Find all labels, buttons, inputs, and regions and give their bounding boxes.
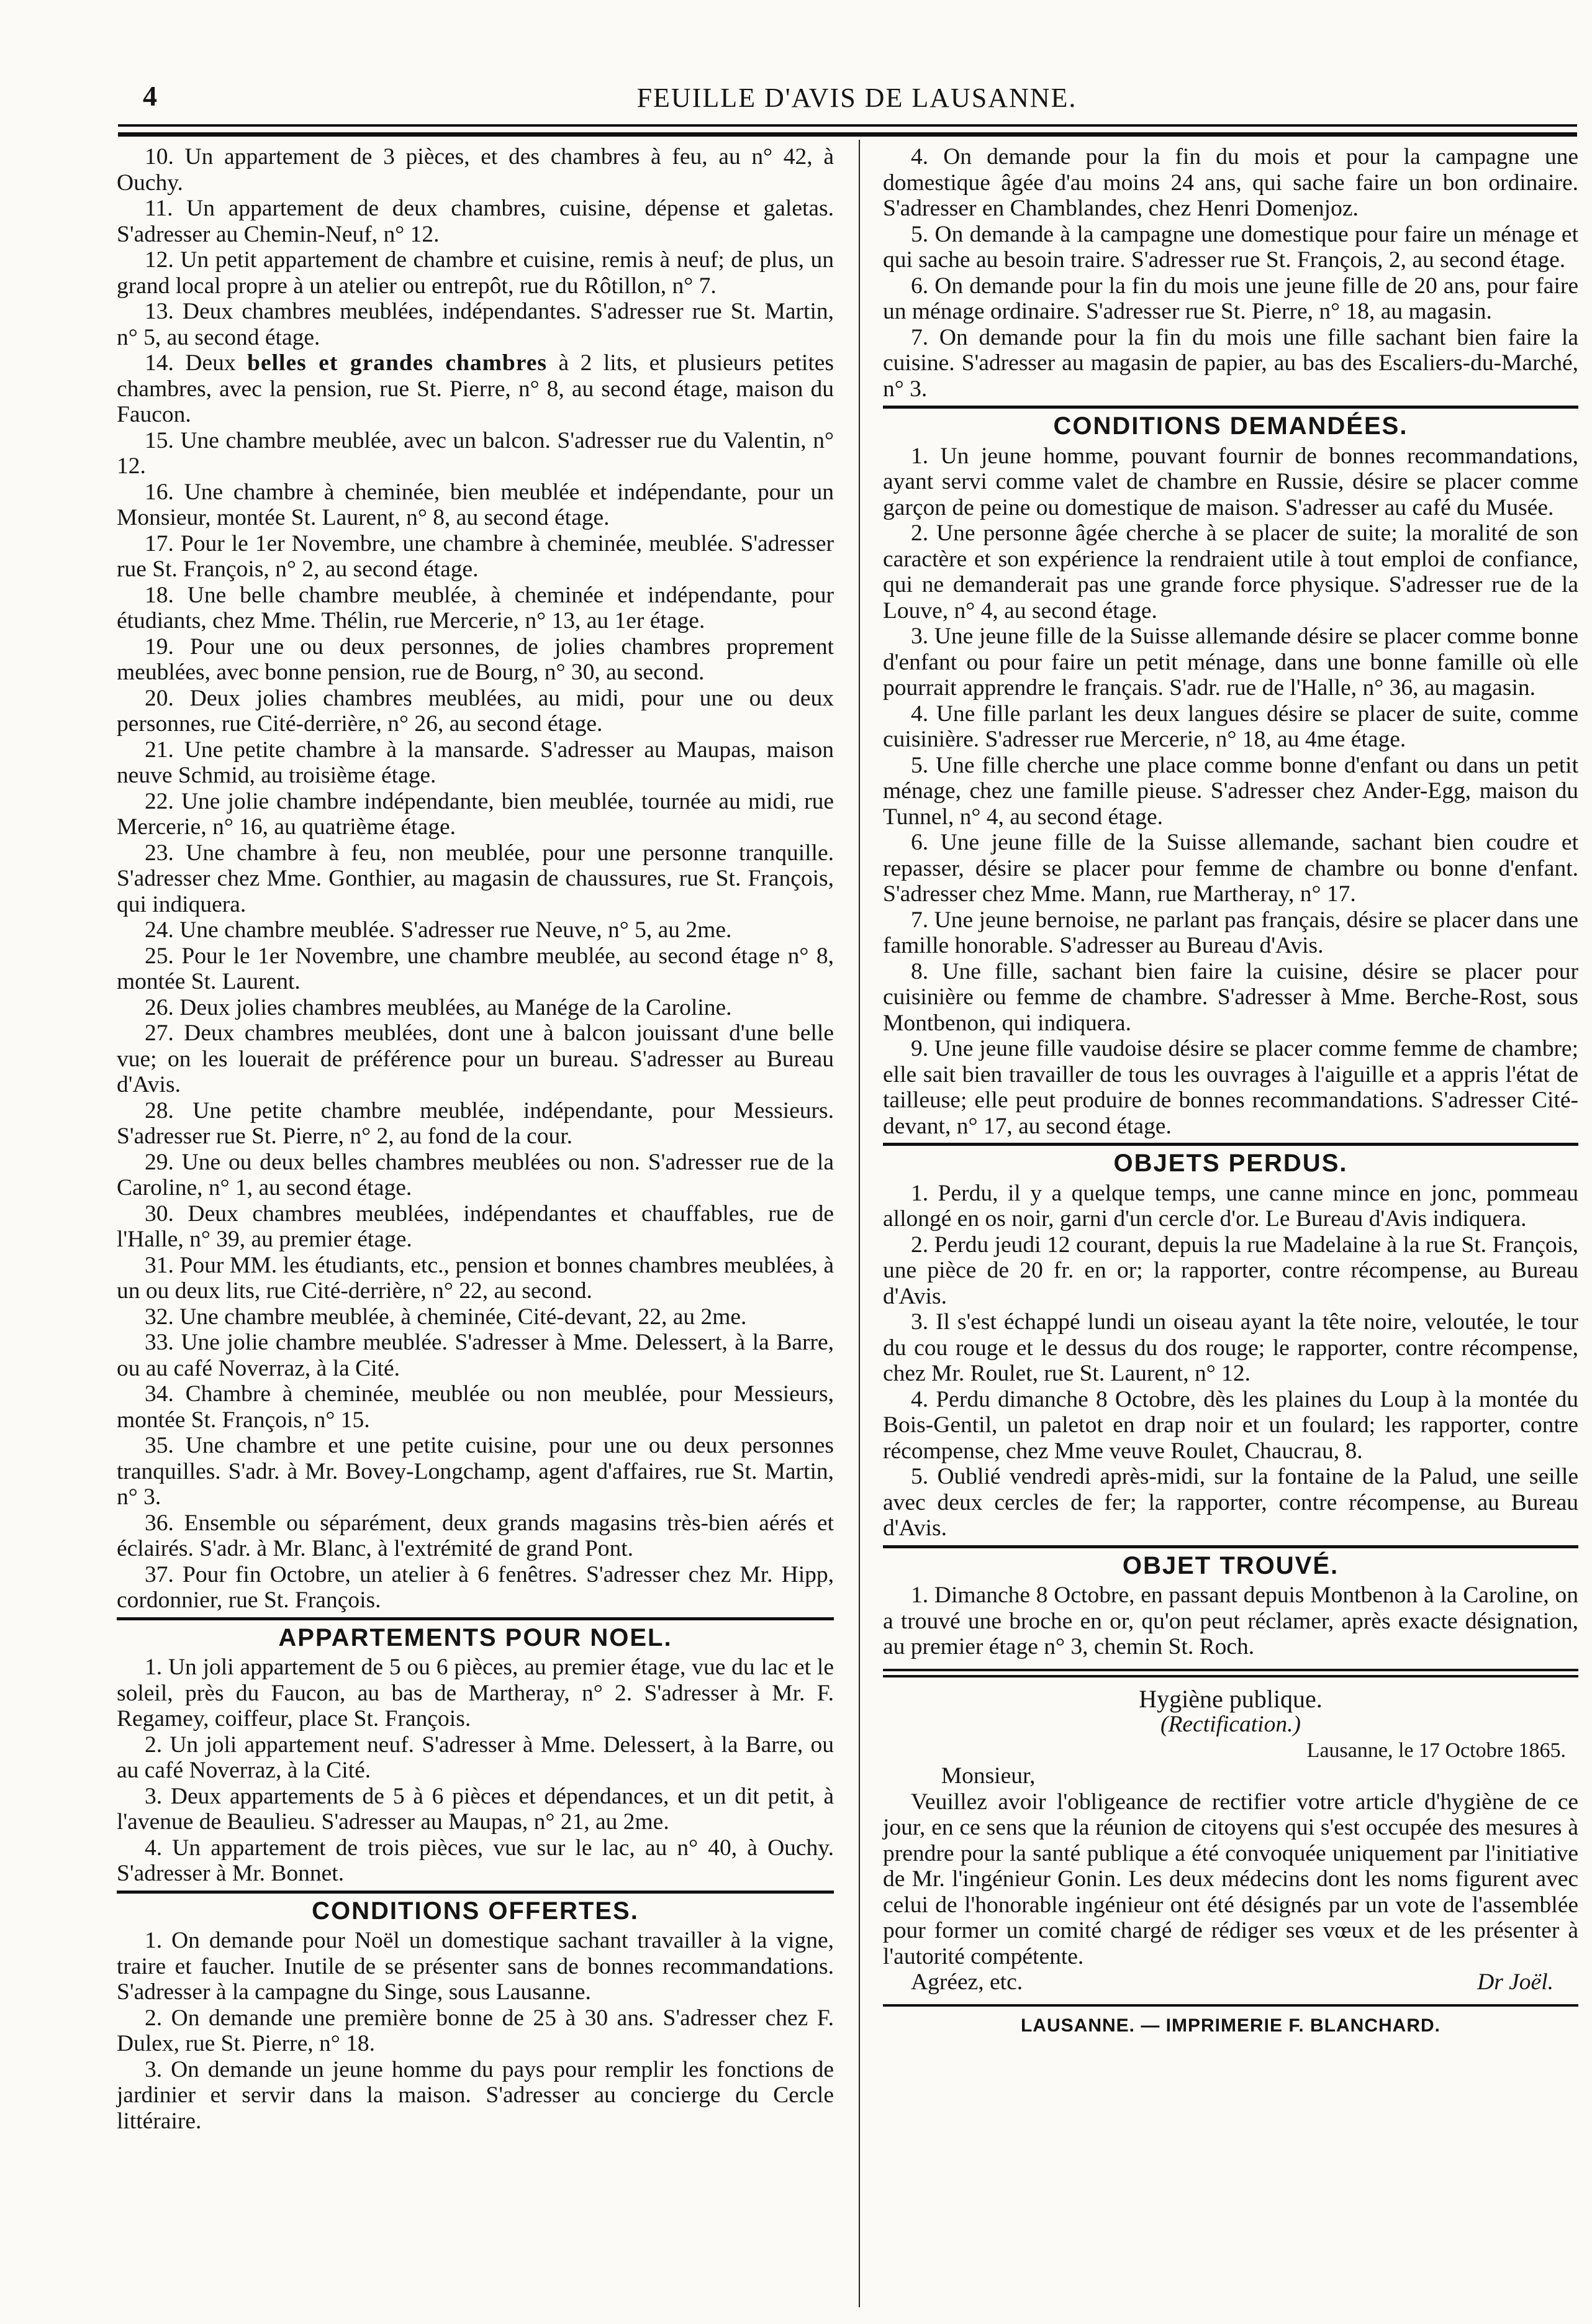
ad-text: 14. Deux xyxy=(145,350,248,376)
left-column xyxy=(117,144,834,2134)
noel-item: 4. Un appartement de trois pièces, vue sur le lac, au n° 40, à Ouchy. S'adresser à Mr. Bonnet. xyxy=(117,1835,834,1886)
ad-item: 22. Une jolie chambre indépendante, bien meublée, tournée au midi, rue Mercerie, n° 16, au quatrième étage. xyxy=(117,788,834,840)
ad-item: 35. Une chambre et une petite cuisine, pour une ou deux personnes tranquilles. S'adr. à Mr. Bovey-Longchamp, agent d'affaires, rue St. Martin, n° 3. xyxy=(117,1433,834,1510)
header-rule xyxy=(118,124,1577,137)
ad-item: 10. Un appartement de 3 pièces, et des chambres à feu, au n° 42, à Ouchy. xyxy=(117,144,834,196)
column-divider xyxy=(859,140,860,2307)
offertes-item: 1. On demande pour Noël un domestique sachant travailler à la vigne, traire et faucher. Inutile de se présenter sans de bonnes recommandations. S'adresser à la campagne du Singe, sous Lausanne. xyxy=(117,1928,834,2005)
ad-item: 31. Pour MM. les étudiants, etc., pension et bonnes chambres meublées, à un ou deux lits, rue Cité-derrière, n° 22, au second. xyxy=(117,1252,834,1304)
ad-text: à 2 lits, et plusieurs petites chambres, avec la pension, rue St. Pierre, n° 8, au second étage, maison du Faucon. xyxy=(117,350,834,427)
noel-item: 3. Deux appartements de 5 à 6 pièces et dépendances, et un dit petit, à l'avenue de Beaulieu. S'adresser au Maupas, n° 21, au 2me. xyxy=(117,1783,834,1835)
hygiene-signature: Dr Joël. xyxy=(1477,1969,1554,1995)
demandees-item: 4. Une fille parlant les deux langues désire se placer de suite, comme cuisinière. S'adresser rue Mercerie, n° 18, au 4me étage. xyxy=(883,701,1578,752)
ad-item: 30. Deux chambres meublées, indépendantes et chauffables, rue de l'Halle, n° 39, au premier étage. xyxy=(117,1201,834,1252)
hygiene-body: Veuillez avoir l'obligeance de rectifier votre article d'hygiène de ce jour, en ce sens que la réunion de citoyens qui s'est occupée des mesures à prendre pour la santé publique a été convoquée uniquement par l'initiative de Mr. l'ingénieur Gonin. Les deux médecins dont les noms figurent avec celui de l'honorable ingénieur ont été désignés par un vote de l'assemblée pour former un comité chargé de rédiger ses vœux et de les présenter à l'autorité compétente. xyxy=(883,1789,1578,1969)
hygiene-dateline: Lausanne, le 17 Octobre 1865. xyxy=(1306,1738,1566,1762)
ad-item: 37. Pour fin Octobre, un atelier à 6 fenêtres. S'adresser chez Mr. Hipp, cordonnier, rue St. François. xyxy=(117,1561,834,1613)
ad-item: 17. Pour le 1er Novembre, une chambre à cheminée, meublée. S'adresser rue St. François, n° 2, au second étage. xyxy=(117,530,834,582)
section-title-objet-trouve: OBJET TROUVÉ. xyxy=(883,1545,1578,1583)
ad-item: 33. Une jolie chambre meublée. S'adresser à Mme. Delessert, à la Barre, ou au café Noverraz, à la Cité. xyxy=(117,1330,834,1381)
ad-item: 16. Une chambre à cheminée, bien meublée et indépendante, pour un Monsieur, montée St. Laurent, n° 8, au second étage. xyxy=(117,479,834,530)
ad-item: 27. Deux chambres meublées, dont une à balcon jouissant d'une belle vue; on les louerait de préférence pour un bureau. S'adresser au Bureau d'Avis. xyxy=(117,1020,834,1097)
offertes-item: 7. On demande pour la fin du mois une fille sachant bien faire la cuisine. S'adresser au magasin de papier, au bas des Escaliers-du-Marché, n° 3. xyxy=(883,324,1578,402)
demandees-item: 6. Une jeune fille de la Suisse allemande, sachant bien coudre et repasser, désire se placer pour femme de chambre ou bonne d'enfant. S'adresser chez Mme. Mann, rue Martheray, n° 17. xyxy=(883,830,1578,907)
ad-item xyxy=(117,350,834,428)
hygiene-subtitle: (Rectification.) xyxy=(1160,1712,1301,1737)
offertes-item: 5. On demande à la campagne une domestique pour faire un ménage et qui sache au besoin traire. S'adresser rue St. François, 2, au second étage. xyxy=(883,221,1578,273)
trouve-item: 1. Dimanche 8 Octobre, en passant depuis Montbenon à la Caroline, on a trouvé une broche en or, qu'on peut réclamer, après exacte désignation, au premier étage n° 3, chemin St. Roch. xyxy=(883,1582,1578,1659)
ad-bold-text: belles et grandes chambres xyxy=(247,350,547,376)
section-title-objets-perdus: OBJETS PERDUS. xyxy=(883,1143,1578,1181)
demandees-item: 2. Une personne âgée cherche à se placer de suite; la moralité de son caractère et son expérience la rendraient utile à tout emploi de confiance, qui ne demanderait pas une grande force physique. S'adresser rue de la Louve, n° 4, au second étage. xyxy=(883,520,1578,624)
hygiene-salutation: Monsieur, xyxy=(941,1763,1036,1789)
page-number: 4 xyxy=(143,80,157,112)
hygiene-closing-line xyxy=(883,1969,1578,1995)
demandees-item: 3. Une jeune fille de la Suisse allemande désire se placer comme bonne d'enfant ou pour faire un petit ménage, dans une bonne famille où elle pourrait apprendre le français. S'adr. rue de l'Halle, n° 36, au magasin. xyxy=(883,624,1578,701)
ad-item: 34. Chambre à cheminée, meublée ou non meublée, pour Messieurs, montée St. François, n° 15. xyxy=(117,1381,834,1433)
ad-item: 21. Une petite chambre à la mansarde. S'adresser au Maupas, maison neuve Schmid, au troisième étage. xyxy=(117,737,834,788)
newspaper-title: FEUILLE D'AVIS DE LAUSANNE. xyxy=(636,83,1077,113)
ad-item: 28. Une petite chambre meublée, indépendante, pour Messieurs. S'adresser rue St. Pierre, n° 2, au fond de la cour. xyxy=(117,1097,834,1149)
ad-item: 12. Un petit appartement de chambre et cuisine, remis à neuf; de plus, un grand local propre à un atelier ou entrepôt, rue du Rôtillon, n° 7. xyxy=(117,247,834,299)
page-header xyxy=(118,79,1592,117)
ad-item: 13. Deux chambres meublées, indépendantes. S'adresser rue St. Martin, n° 5, au second étage. xyxy=(117,299,834,350)
ad-item: 23. Une chambre à feu, non meublée, pour une personne tranquille. S'adresser chez Mme. Gonthier, au magasin de chaussures, rue St. François, qui indiquera. xyxy=(117,840,834,917)
perdus-item: 4. Perdu dimanche 8 Octobre, dès les plaines du Loup à la montée du Bois-Gentil, un paletot en drap noir et un foulard; les rapporter, contre récompense, chez Mme veuve Roulet, Chaucrau, 8. xyxy=(883,1386,1578,1464)
ad-item: 26. Deux jolies chambres meublées, au Manége de la Caroline. xyxy=(145,994,732,1020)
noel-item: 1. Un joli appartement de 5 ou 6 pièces, au premier étage, vue du lac et le soleil, près du Faucon, au bas de Martheray, n° 2. S'adresser à Mr. F. Regamey, coiffeur, place St. François. xyxy=(117,1654,834,1732)
hygiene-closing: Agréez, etc. xyxy=(911,1969,1023,1995)
offertes-item: 3. On demande un jeune homme du pays pour remplir les fonctions de jardinier et servir dans la maison. S'adresser au concierge du Cercle littéraire. xyxy=(117,2056,834,2134)
demandees-item: 1. Un jeune homme, pouvant fournir de bonnes recommandations, ayant servi comme valet de chambre en Russie, désire se placer comme garçon de peine ou domestique de maison. S'adresser au café du Musée. xyxy=(883,443,1578,520)
hygiene-title: Hygiène publique. xyxy=(1139,1684,1323,1713)
section-title-conditions-demandees: CONDITIONS DEMANDÉES. xyxy=(883,406,1578,443)
ad-item: 29. Une ou deux belles chambres meublées ou non. S'adresser rue de la Caroline, n° 1, au second étage. xyxy=(117,1149,834,1201)
section-double-rule xyxy=(883,1669,1578,1677)
ad-item: 25. Pour le 1er Novembre, une chambre meublée, au second étage n° 8, montée St. Laurent. xyxy=(117,943,834,994)
ad-item: 36. Ensemble ou séparément, deux grands magasins très-bien aérés et éclairés. S'adr. à Mr. Blanc, à l'extrémité de grand Pont. xyxy=(117,1510,834,1561)
ad-item: 20. Deux jolies chambres meublées, au midi, pour une ou deux personnes, rue Cité-derrière, n° 26, au second étage. xyxy=(117,685,834,737)
perdus-item: 3. Il s'est échappé lundi un oiseau ayant la tête noire, veloutée, le tour du cou rouge et le dessus du dos rouge; le rapporter, contre récompense, chez Mr. Roulet, rue St. Laurent, n° 12. xyxy=(883,1309,1578,1386)
ad-item: 24. Une chambre meublée. S'adresser rue Neuve, n° 5, au 2me. xyxy=(145,917,732,943)
perdus-item: 2. Perdu jeudi 12 courant, depuis la rue Madelaine à la rue St. François, une pièce de 20 fr. en or; la rapporter, contre récompense, au Bureau d'Avis. xyxy=(883,1232,1578,1309)
section-title-appartements-noel: APPARTEMENTS POUR NOEL. xyxy=(117,1617,834,1655)
demandees-item: 9. Une jeune fille vaudoise désire se placer comme femme de chambre; elle sait bien travailler de tous les ouvrages à l'aiguille et a appris l'état de tailleuse; elle peut produire de bonnes recommandations. S'adresser Cité-devant, n° 17, au second étage. xyxy=(883,1036,1578,1139)
ad-item: 11. Un appartement de deux chambres, cuisine, dépense et galetas. S'adresser au Chemin-Neuf, n° 12. xyxy=(117,196,834,247)
perdus-item: 5. Oublié vendredi après-midi, sur la fontaine de la Palud, une seille avec deux cercles de fer; la rapporter, contre récompense, au Bureau d'Avis. xyxy=(883,1464,1578,1541)
demandees-item: 5. Une fille cherche une place comme bonne d'enfant ou dans un petit ménage, chez une famille pieuse. S'adresser chez Ander-Egg, maison du Tunnel, n° 4, au second étage. xyxy=(883,752,1578,830)
section-title-conditions-offertes: CONDITIONS OFFERTES. xyxy=(117,1891,834,1928)
ad-item: 15. Une chambre meublée, avec un balcon. S'adresser rue du Valentin, n° 12. xyxy=(117,427,834,479)
right-column xyxy=(883,144,1578,2038)
ad-item: 32. Une chambre meublée, à cheminée, Cité-devant, 22, au 2me. xyxy=(145,1304,747,1330)
noel-item: 2. Un joli appartement neuf. S'adresser à Mme. Delessert, à la Barre, ou au café Noverraz, à la Cité. xyxy=(117,1732,834,1783)
demandees-item: 8. Une fille, sachant bien faire la cuisine, désire se placer pour cuisinière ou femme de chambre. S'adresser à Mme. Berche-Rost, sous Montbenon, qui indiquera. xyxy=(883,958,1578,1036)
perdus-item: 1. Perdu, il y a quelque temps, une canne mince en jonc, pommeau allongé en os noir, garni d'un cercle d'or. Le Bureau d'Avis indiquera. xyxy=(883,1180,1578,1232)
printer-imprint: LAUSANNE. — IMPRIMERIE F. BLANCHARD. xyxy=(883,2004,1578,2039)
offertes-item: 6. On demande pour la fin du mois une jeune fille de 20 ans, pour faire un ménage ordinaire. S'adresser rue St. Pierre, n° 18, au magasin. xyxy=(883,273,1578,324)
offertes-item: 2. On demande une première bonne de 25 à 30 ans. S'adresser chez F. Dulex, rue St. Pierre, n° 18. xyxy=(117,2005,834,2056)
ad-item: 18. Une belle chambre meublée, à cheminée et indépendante, pour étudiants, chez Mme. Thélin, rue Mercerie, n° 13, au 1er étage. xyxy=(117,582,834,633)
offertes-item: 4. On demande pour la fin du mois et pour la campagne une domestique âgée d'au moins 24 ans, qui sache faire un bon ordinaire. S'adresser en Chamblandes, chez Henri Domenjoz. xyxy=(883,144,1578,221)
demandees-item: 7. Une jeune bernoise, ne parlant pas français, désire se placer dans une famille honorable. S'adresser au Bureau d'Avis. xyxy=(883,907,1578,958)
ad-item: 19. Pour une ou deux personnes, de jolies chambres proprement meublées, avec bonne pension, rue de Bourg, n° 30, au second. xyxy=(117,633,834,685)
